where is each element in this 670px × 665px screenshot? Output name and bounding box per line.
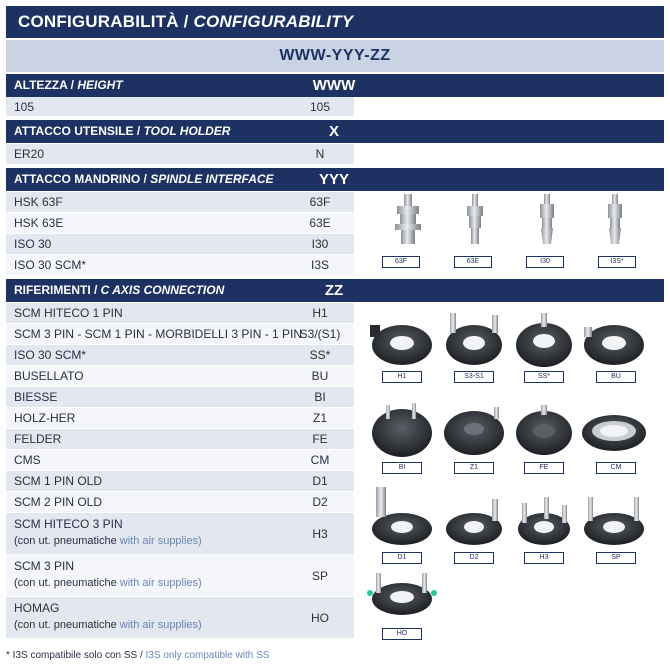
caxis-label-ho: HO	[382, 628, 422, 640]
table-row	[6, 408, 354, 429]
table-row	[6, 255, 354, 276]
row-name: SCM 1 PIN OLD	[14, 474, 103, 488]
row-subtext-it: (con ut. pneumatiche	[14, 619, 120, 631]
spindle-table	[6, 192, 354, 276]
caxis-bi-image	[372, 403, 432, 457]
row-code: D2	[312, 495, 328, 509]
caxis-d1-image	[372, 487, 432, 545]
caxis-z1-image	[444, 407, 504, 455]
caxis-label-h3: H3	[524, 552, 564, 564]
row-subtext-en: with air supplies)	[119, 619, 202, 631]
height-table	[6, 97, 354, 117]
caxis-label-d1: D1	[382, 552, 422, 564]
section-spindle-it: ATTACCO MANDRINO /	[14, 172, 151, 186]
table-row	[6, 213, 354, 234]
caxis-h3-image	[518, 497, 570, 545]
section-height-it: ALTEZZA /	[14, 78, 78, 92]
section-tool-it: ATTACCO UTENSILE /	[14, 124, 144, 138]
table-row	[6, 492, 354, 513]
row-code: I3S	[310, 258, 329, 272]
row-name: HSK 63F	[14, 195, 63, 209]
row-code: SS*	[309, 348, 331, 362]
caxis-table	[6, 303, 354, 639]
row-code: S3/(S1)	[299, 327, 341, 341]
row-name: SCM HITECO 1 PIN	[14, 306, 123, 320]
section-height-code: WWW	[312, 77, 356, 94]
caxis-label-bu: BU	[596, 371, 636, 383]
row-name: SCM 3 PIN - SCM 1 PIN - MORBIDELLI 3 PIN - 1 PIN	[14, 327, 303, 341]
title-english: CONFIGURABILITY	[193, 12, 354, 31]
spindle-63e-image	[467, 194, 483, 244]
row-name: SCM 2 PIN OLD	[14, 495, 103, 509]
section-tool-en: TOOL HOLDER	[143, 124, 231, 138]
section-tool-holder-header	[6, 120, 664, 143]
section-tool-code: X	[328, 123, 339, 140]
row-name: FELDER	[14, 432, 62, 446]
caxis-label-d2: D2	[454, 552, 494, 564]
title-italian: CONFIGURABILITÀ /	[18, 12, 194, 31]
section-caxis-en: C AXIS CONNECTION	[100, 283, 225, 297]
row-name-block	[14, 516, 202, 549]
row-subtext-it: (con ut. pneumatiche	[14, 577, 120, 589]
caxis-sp-image	[584, 497, 644, 545]
row-name: HOLZ-HER	[14, 411, 76, 425]
section-height-header	[6, 74, 664, 97]
spindle-label-i3s: I3S*	[598, 256, 636, 268]
table-row	[6, 471, 354, 492]
section-spindle-header	[6, 168, 664, 191]
table-row	[6, 387, 354, 408]
caxis-images	[362, 305, 662, 645]
caxis-label-ss: SS*	[524, 371, 564, 383]
row-subtext-en: with air supplies)	[119, 577, 202, 589]
caxis-h1-image	[370, 325, 432, 365]
row-code: N	[315, 147, 325, 161]
footnote	[6, 650, 269, 661]
spindle-label-63e: 63E	[454, 256, 492, 268]
row-name: ISO 30 SCM*	[14, 348, 87, 362]
table-row	[6, 234, 354, 255]
footnote-english: I3S only compatible with SS	[145, 650, 270, 661]
row-subtext-en: with air supplies)	[119, 535, 202, 547]
table-row	[6, 97, 354, 117]
row-code: BI	[314, 390, 326, 404]
row-subtext-it: (con ut. pneumatiche	[14, 535, 120, 547]
caxis-label-sp: SP	[596, 552, 636, 564]
section-spindle-en: SPINDLE INTERFACE	[150, 172, 274, 186]
spindle-i3s-image	[608, 194, 622, 244]
row-name: CMS	[14, 453, 41, 467]
table-row	[6, 513, 354, 555]
configuration-code: WWW-YYY-ZZ	[6, 40, 664, 72]
table-row	[6, 450, 354, 471]
caxis-bu-image	[584, 325, 644, 365]
row-name: ER20	[14, 147, 45, 161]
caxis-label-fe: FE	[524, 462, 564, 474]
table-row	[6, 555, 354, 597]
caxis-label-h1: H1	[382, 371, 422, 383]
tool-holder-table	[6, 144, 354, 165]
row-subtext	[14, 619, 202, 631]
row-code: CM	[310, 453, 330, 467]
row-code: HO	[311, 611, 329, 625]
caxis-cm-image	[582, 415, 646, 451]
spindle-label-i30: I30	[526, 256, 564, 268]
table-row	[6, 366, 354, 387]
row-code: Z1	[312, 411, 327, 425]
table-row	[6, 144, 354, 165]
caxis-label-cm: CM	[596, 462, 636, 474]
caxis-ho-image	[367, 573, 437, 615]
caxis-label-s3s1: S3-S1	[454, 371, 494, 383]
row-code: H1	[312, 306, 328, 320]
spindle-label-63f: 63F	[382, 256, 420, 268]
caxis-label-z1: Z1	[454, 462, 494, 474]
row-name: HSK 63E	[14, 216, 64, 230]
row-code: D1	[312, 474, 328, 488]
section-height-en: HEIGHT	[77, 78, 123, 92]
page-title	[6, 6, 664, 38]
row-code: 63E	[309, 216, 331, 230]
row-name: 105	[14, 100, 35, 114]
row-name: HOMAG	[14, 601, 60, 615]
table-row	[6, 303, 354, 324]
row-code: 105	[309, 100, 331, 114]
caxis-fe-image	[516, 405, 572, 455]
row-name: SCM HITECO 3 PIN	[14, 517, 123, 531]
caxis-s3s1-image	[446, 313, 502, 365]
row-subtext	[14, 577, 202, 589]
spindle-63f-image	[395, 194, 421, 244]
table-row	[6, 597, 354, 639]
caxis-ss-image	[516, 313, 572, 367]
row-name: BIESSE	[14, 390, 58, 404]
row-code: H3	[312, 527, 328, 541]
table-row	[6, 324, 354, 345]
table-row	[6, 192, 354, 213]
row-subtext	[14, 535, 202, 547]
row-name-block	[14, 600, 202, 633]
footnote-italian: * I3S compatibile solo con SS /	[6, 650, 146, 661]
section-caxis-code: ZZ	[324, 282, 344, 299]
table-row	[6, 429, 354, 450]
row-code: I30	[311, 237, 329, 251]
caxis-d2-image	[446, 499, 502, 545]
table-row	[6, 345, 354, 366]
row-name-block	[14, 558, 202, 591]
row-code: BU	[311, 369, 329, 383]
row-name: ISO 30 SCM*	[14, 258, 87, 272]
section-spindle-code: YYY	[318, 171, 349, 188]
caxis-label-bi: BI	[382, 462, 422, 474]
row-name: ISO 30	[14, 237, 52, 251]
spindle-i30-image	[540, 194, 554, 244]
row-code: SP	[311, 569, 328, 583]
section-caxis-header	[6, 279, 664, 302]
row-name: BUSELLATO	[14, 369, 84, 383]
row-name: SCM 3 PIN	[14, 559, 75, 573]
section-caxis-it: RIFERIMENTI /	[14, 283, 101, 297]
row-code: FE	[312, 432, 328, 446]
row-code: 63F	[309, 195, 331, 209]
